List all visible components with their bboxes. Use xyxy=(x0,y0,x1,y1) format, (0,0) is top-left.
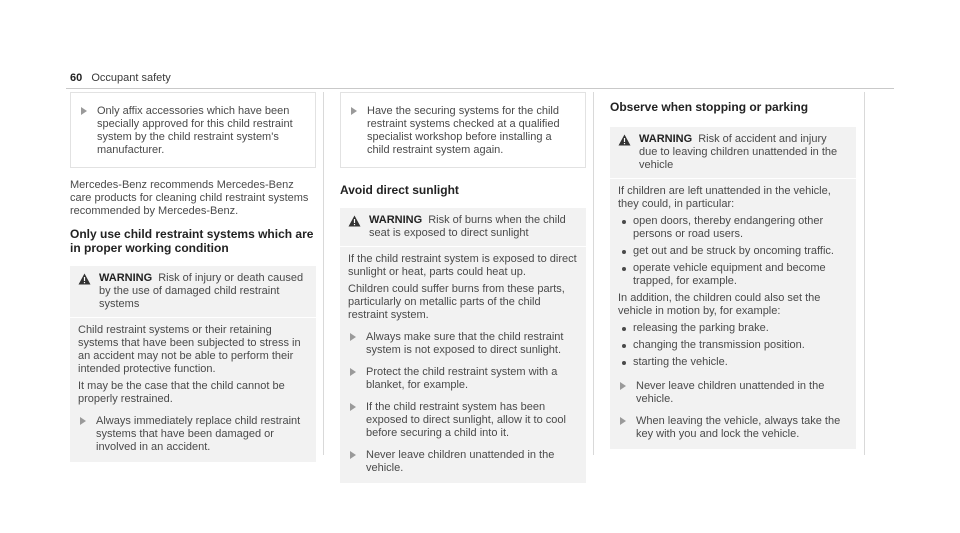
step-arrow-icon xyxy=(351,107,357,115)
warning-body: It may be the case that the child cannot be properly restrained. xyxy=(78,380,285,405)
step-text: Only affix accessories which have been specially approved for this child restraint system by the child restraint system's manufacturer. xyxy=(97,105,293,156)
column-1 xyxy=(70,92,316,462)
warning-triangle-icon xyxy=(78,273,91,289)
step-text: When leaving the vehicle, always take the key with you and lock the vehicle. xyxy=(636,415,841,440)
step-arrow-icon xyxy=(350,451,356,459)
warning-body: In addition, the children could also set the vehicle in motion by, for example: xyxy=(618,292,821,317)
note-box-securing xyxy=(340,92,586,168)
list-item: changing the transmission position. xyxy=(618,339,848,352)
warning-title: WARNING xyxy=(99,272,153,284)
step-arrow-icon xyxy=(620,417,626,425)
warning-triangle-icon xyxy=(618,134,631,150)
step-arrow-icon xyxy=(620,382,626,390)
page-number: 60 xyxy=(70,72,83,84)
instruction-step xyxy=(349,105,577,157)
step-arrow-icon xyxy=(350,368,356,376)
step-arrow-icon xyxy=(81,107,87,115)
step-text: Protect the child restraint system with a blanket, for example. xyxy=(366,366,558,391)
warning-text: Risk of accident and injury due to leaving children unattended in the vehicle xyxy=(639,133,838,171)
step-text: Always make sure that the child restraint system is not exposed to direct sunlight. xyxy=(366,331,564,356)
instruction-step xyxy=(79,105,307,157)
warning-box xyxy=(340,208,586,483)
warning-header xyxy=(618,133,848,172)
list-item: starting the vehicle. xyxy=(618,356,848,369)
bullet-list xyxy=(618,215,848,288)
list-item: operate vehicle equipment and become trapped, for example. xyxy=(618,262,848,288)
step-text: Always immediately replace child restraint systems that have been damaged or involved in an accident. xyxy=(96,415,301,453)
instruction-step xyxy=(618,380,848,406)
instruction-step xyxy=(348,449,578,475)
warning-body: If children are left unattended in the vehicle, they could, in particular: xyxy=(618,185,831,210)
section-heading: Avoid direct sunlight xyxy=(340,183,459,197)
warning-title: WARNING xyxy=(369,214,423,226)
step-arrow-icon xyxy=(350,403,356,411)
instruction-step xyxy=(618,415,848,441)
list-item: open doors, thereby endangering other persons or road users. xyxy=(618,215,848,241)
bullet-list xyxy=(618,322,848,369)
warning-box xyxy=(70,266,316,462)
warning-body: Child restraint systems or their retaining systems that have been subjected to stress in an accident may not be able to perform their intended protective function. xyxy=(78,324,301,375)
warning-body: If the child restraint system is exposed to direct sunlight or heat, parts could heat up. xyxy=(348,253,577,278)
instruction-step xyxy=(78,415,308,454)
warning-triangle-icon xyxy=(348,215,361,231)
warning-header xyxy=(78,272,308,311)
list-item: releasing the parking brake. xyxy=(618,322,848,335)
step-arrow-icon xyxy=(80,417,86,425)
note-box-affix xyxy=(70,92,316,168)
warning-body: Children could suffer burns from these parts, particularly on metallic parts of the child restraint system. xyxy=(348,283,565,321)
paragraph: Mercedes-Benz recommends Mercedes-Benz care products for cleaning child restraint systems recommended by Mercedes-Benz. xyxy=(70,179,309,217)
warning-header xyxy=(348,214,578,240)
step-text: Never leave children unattended in the vehicle. xyxy=(636,380,825,405)
instruction-step xyxy=(348,331,578,357)
page-header xyxy=(70,72,171,84)
instruction-step xyxy=(348,366,578,392)
column-3 xyxy=(610,92,856,449)
warning-title: WARNING xyxy=(639,133,693,145)
warning-text: Risk of injury or death caused by the use of damaged child restraint systems xyxy=(99,272,304,310)
warning-box xyxy=(610,127,856,449)
step-arrow-icon xyxy=(350,333,356,341)
section-heading: Observe when stopping or parking xyxy=(610,100,809,114)
step-text: Have the securing systems for the child restraint systems checked at a qualified specialist workshop before installing a child restraint system again. xyxy=(367,105,560,156)
column-2 xyxy=(340,92,586,483)
step-text: If the child restraint system has been exposed to direct sunlight, allow it to cool before securing a child into it. xyxy=(366,401,566,439)
column-divider xyxy=(323,92,324,455)
section-title: Occupant safety xyxy=(91,72,171,84)
header-rule xyxy=(66,88,894,89)
list-item: get out and be struck by oncoming traffic. xyxy=(618,245,848,258)
warning-text: Risk of burns when the child seat is exposed to direct sunlight xyxy=(369,214,566,239)
section-heading: Only use child restraint systems which are in proper working condition xyxy=(70,227,314,255)
column-divider xyxy=(864,92,865,455)
instruction-step xyxy=(348,401,578,440)
step-text: Never leave children unattended in the vehicle. xyxy=(366,449,555,474)
column-divider xyxy=(593,92,594,455)
